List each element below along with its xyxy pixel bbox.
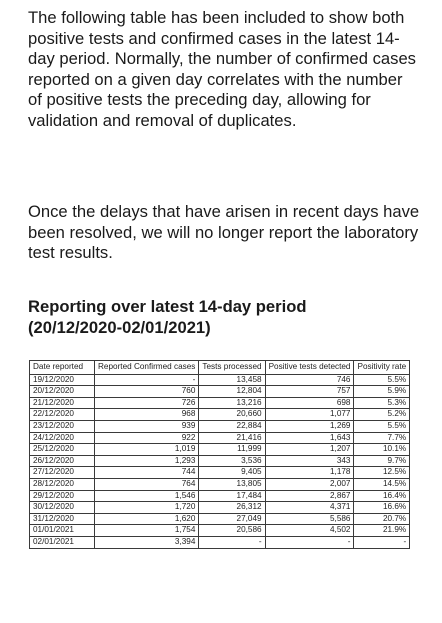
cell-reported-confirmed-cases: 1,293	[95, 455, 199, 467]
header-tests-processed: Tests processed	[199, 361, 265, 375]
table-row	[30, 374, 410, 386]
table-row	[30, 432, 410, 444]
header-positivity-rate: Positivity rate	[354, 361, 410, 375]
section-heading-title: Reporting over latest 14-day period	[28, 297, 307, 316]
cell-reported-confirmed-cases: 1,620	[95, 513, 199, 525]
cell-reported-confirmed-cases: 1,754	[95, 525, 199, 537]
cell-positive-tests-detected: 1,077	[265, 409, 354, 421]
table-header-row	[30, 361, 410, 375]
cell-date-reported: 28/12/2020	[30, 478, 95, 490]
cell-tests-processed: 11,999	[199, 444, 265, 456]
reporting-table-container	[29, 360, 410, 549]
table-row	[30, 409, 410, 421]
cell-tests-processed: -	[199, 536, 265, 548]
cell-reported-confirmed-cases: -	[95, 374, 199, 386]
cell-date-reported: 26/12/2020	[30, 455, 95, 467]
table-row	[30, 420, 410, 432]
cell-positivity-rate: 12.5%	[354, 467, 410, 479]
cell-positivity-rate: 9.7%	[354, 455, 410, 467]
cell-positivity-rate: 16.4%	[354, 490, 410, 502]
table-row	[30, 513, 410, 525]
cell-tests-processed: 12,804	[199, 386, 265, 398]
cell-positivity-rate: 5.3%	[354, 397, 410, 409]
cell-positivity-rate: 21.9%	[354, 525, 410, 537]
table-row	[30, 525, 410, 537]
cell-positive-tests-detected: 1,178	[265, 467, 354, 479]
cell-positive-tests-detected: 757	[265, 386, 354, 398]
table-row	[30, 455, 410, 467]
cell-positive-tests-detected: 698	[265, 397, 354, 409]
table-row	[30, 397, 410, 409]
section-heading-date-range: (20/12/2020-02/01/2021)	[28, 317, 211, 337]
cell-date-reported: 25/12/2020	[30, 444, 95, 456]
table-row	[30, 536, 410, 548]
table-row	[30, 502, 410, 514]
cell-date-reported: 22/12/2020	[30, 409, 95, 421]
cell-positive-tests-detected: 2,007	[265, 478, 354, 490]
cell-reported-confirmed-cases: 1,546	[95, 490, 199, 502]
cell-positivity-rate: 5.2%	[354, 409, 410, 421]
cell-tests-processed: 3,536	[199, 455, 265, 467]
cell-reported-confirmed-cases: 968	[95, 409, 199, 421]
cell-positivity-rate: 20.7%	[354, 513, 410, 525]
cell-reported-confirmed-cases: 726	[95, 397, 199, 409]
cell-positive-tests-detected: 2,867	[265, 490, 354, 502]
cell-positive-tests-detected: 1,207	[265, 444, 354, 456]
cell-positive-tests-detected: 1,269	[265, 420, 354, 432]
cell-tests-processed: 20,586	[199, 525, 265, 537]
cell-reported-confirmed-cases: 760	[95, 386, 199, 398]
header-date-reported: Date reported	[30, 361, 95, 375]
cell-positive-tests-detected: -	[265, 536, 354, 548]
cell-positivity-rate: 10.1%	[354, 444, 410, 456]
table-row	[30, 386, 410, 398]
cell-date-reported: 27/12/2020	[30, 467, 95, 479]
cell-positive-tests-detected: 5,586	[265, 513, 354, 525]
cell-tests-processed: 9,405	[199, 467, 265, 479]
cell-positivity-rate: 16.6%	[354, 502, 410, 514]
cell-date-reported: 01/01/2021	[30, 525, 95, 537]
reporting-table	[29, 360, 410, 549]
cell-date-reported: 02/01/2021	[30, 536, 95, 548]
intro-paragraph-1: The following table has been included to show both positive tests and confirmed cases in the latest 14-day period. Normally, the number of confirmed cases reported on a given day correlates with the number of positive tests the preceding day, allowing for validation and removal of duplicates.	[28, 8, 416, 130]
cell-reported-confirmed-cases: 764	[95, 478, 199, 490]
table-header	[30, 361, 410, 375]
cell-date-reported: 31/12/2020	[30, 513, 95, 525]
table-row	[30, 478, 410, 490]
cell-reported-confirmed-cases: 922	[95, 432, 199, 444]
cell-reported-confirmed-cases: 3,394	[95, 536, 199, 548]
cell-tests-processed: 13,216	[199, 397, 265, 409]
header-reported-confirmed-cases: Reported Confirmed cases	[95, 361, 199, 375]
table-body	[30, 374, 410, 548]
cell-positivity-rate: 14.5%	[354, 478, 410, 490]
cell-positive-tests-detected: 1,643	[265, 432, 354, 444]
table-row	[30, 467, 410, 479]
cell-positive-tests-detected: 4,502	[265, 525, 354, 537]
cell-tests-processed: 21,416	[199, 432, 265, 444]
cell-positive-tests-detected: 4,371	[265, 502, 354, 514]
cell-tests-processed: 26,312	[199, 502, 265, 514]
cell-tests-processed: 22,884	[199, 420, 265, 432]
table-row	[30, 444, 410, 456]
cell-positivity-rate: -	[354, 536, 410, 548]
cell-date-reported: 19/12/2020	[30, 374, 95, 386]
cell-reported-confirmed-cases: 1,019	[95, 444, 199, 456]
header-positive-tests-detected: Positive tests detected	[265, 361, 354, 375]
cell-positive-tests-detected: 746	[265, 374, 354, 386]
section-heading	[28, 297, 420, 338]
cell-date-reported: 23/12/2020	[30, 420, 95, 432]
cell-tests-processed: 17,484	[199, 490, 265, 502]
cell-tests-processed: 13,458	[199, 374, 265, 386]
cell-date-reported: 20/12/2020	[30, 386, 95, 398]
intro-paragraph-2: Once the delays that have arisen in recent days have been resolved, we will no longer report the laboratory test results.	[28, 202, 420, 262]
cell-tests-processed: 13,805	[199, 478, 265, 490]
cell-date-reported: 24/12/2020	[30, 432, 95, 444]
cell-date-reported: 29/12/2020	[30, 490, 95, 502]
cell-positivity-rate: 5.5%	[354, 420, 410, 432]
cell-tests-processed: 27,049	[199, 513, 265, 525]
cell-reported-confirmed-cases: 1,720	[95, 502, 199, 514]
cell-positivity-rate: 7.7%	[354, 432, 410, 444]
cell-date-reported: 30/12/2020	[30, 502, 95, 514]
cell-tests-processed: 20,660	[199, 409, 265, 421]
cell-positivity-rate: 5.9%	[354, 386, 410, 398]
cell-positivity-rate: 5.5%	[354, 374, 410, 386]
table-row	[30, 490, 410, 502]
cell-date-reported: 21/12/2020	[30, 397, 95, 409]
cell-reported-confirmed-cases: 744	[95, 467, 199, 479]
cell-positive-tests-detected: 343	[265, 455, 354, 467]
cell-reported-confirmed-cases: 939	[95, 420, 199, 432]
